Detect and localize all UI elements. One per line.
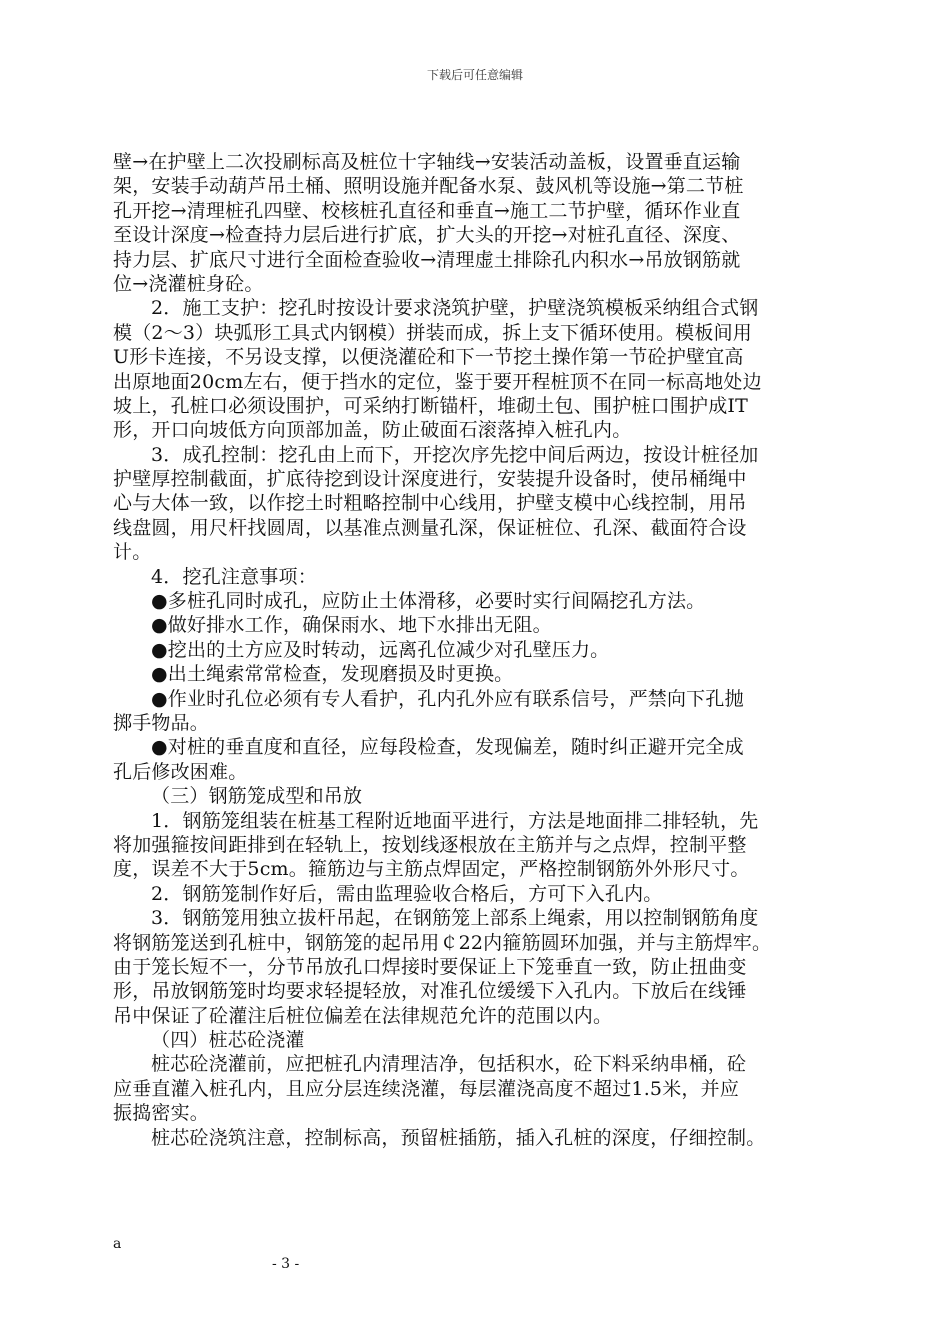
text-line: ●挖出的土方应及时转动，远离孔位减少对孔壁压力。 <box>151 638 610 661</box>
document-body <box>113 150 858 1150</box>
text-line: 由于笼长短不一，分节吊放孔口焊接时要保证上下笼垂直一致，防止扭曲变 <box>113 955 747 978</box>
text-line: 3．成孔控制：挖孔由上而下，开挖次序先挖中间后两边，按设计桩径加 <box>151 443 759 466</box>
text-line: 将钢筋笼送到孔桩中，钢筋笼的起吊用￠22内箍筋圆环加强，并与主筋焊牢。 <box>113 931 772 954</box>
text-line: 应垂直灌入桩孔内，且应分层连续浇灌，每层灌浇高度不超过1.5米，并应 <box>113 1077 740 1100</box>
text-line: ●作业时孔位必须有专人看护，孔内孔外应有联系信号，严禁向下孔抛 <box>151 687 744 710</box>
text-line: 持力层、扩底尺寸进行全面检查验收→清理虚土排除孔内积水→吊放钢筋就 <box>113 248 741 271</box>
footer-mark: a <box>113 1236 122 1252</box>
text-line: 出原地面20cm左右，便于挡水的定位，鉴于要开程桩顶不在同一标高地处边 <box>113 370 762 393</box>
text-line: 至设计深度→检查持力层后进行扩底，扩大头的开挖→对桩孔直径、深度、 <box>113 224 741 247</box>
text-line: ●多桩孔同时成孔，应防止土体滑移，必要时实行间隔挖孔方法。 <box>151 590 706 613</box>
text-line: 形，开口向坡低方向顶部加盖，防止破面石滚落掉入桩孔内。 <box>113 419 632 442</box>
text-line: 桩芯砼浇筑注意，控制标高，预留桩插筋，插入孔桩的深度，仔细控制。 <box>151 1126 766 1149</box>
text-line: 4．挖孔注意事项： <box>151 565 317 588</box>
text-line: 度，误差不大于5cm。箍筋边与主筋点焊固定，严格控制钢筋外外形尺寸。 <box>113 858 750 881</box>
text-line: 坡上，孔桩口必须设围护，可采纳打断锚杆，堆砌土包、围护桩口围护成IT <box>113 394 748 417</box>
text-line: 形，吊放钢筋笼时均要求轻提轻放，对准孔位缓缓下入孔内。下放后在线锤 <box>113 980 747 1003</box>
text-line: 心与大体一致，以作挖土时粗略控制中心线用，护壁支模中心线控制，用吊 <box>113 492 747 515</box>
text-line: 掷手物品。 <box>113 711 210 734</box>
text-line: ●做好排水工作，确保雨水、地下水排出无阻。 <box>151 614 552 637</box>
text-line: 2．钢筋笼制作好后，需由监理验收合格后，方可下入孔内。 <box>151 882 663 905</box>
text-line: 孔开挖→清理桩孔四壁、校核桩孔直径和垂直→施工二节护壁，循环作业直 <box>113 199 741 222</box>
text-line: ●对桩的垂直度和直径，应每段检查，发现偏差，随时纠正避开完全成 <box>151 736 744 759</box>
text-line: 3．钢筋笼用独立拔杆吊起，在钢筋笼上部系上绳索，用以控制钢筋角度 <box>151 907 759 930</box>
text-line: （四）桩芯砼浇灌 <box>151 1029 305 1052</box>
text-line: 计。 <box>113 541 152 564</box>
text-line: （三）钢筋笼成型和吊放 <box>151 785 363 808</box>
text-line: 将加强箍按间距排到在轻轨上，按划线逐根放在主筋并与之点焊，控制平整 <box>113 833 747 856</box>
text-line: 吊中保证了砼灌注后桩位偏差在法律规范允许的范围以内。 <box>113 1004 613 1027</box>
text-line: 模（2～3）块弧形工具式内钢模）拼装而成，拆上支下循环使用。模板间用 <box>113 321 752 344</box>
page-header: 下载后可任意编辑 <box>426 68 523 82</box>
text-line: 位→浇灌桩身砼。 <box>113 272 264 295</box>
text-line: 壁→在护壁上二次投刷标高及桩位十字轴线→安装活动盖板，设置垂直运输 <box>113 151 741 173</box>
text-line: 线盘圆，用尺杆找圆周，以基准点测量孔深，保证桩位、孔深、截面符合设 <box>113 516 747 539</box>
text-line: 桩芯砼浇灌前，应把桩孔内清理洁净，包括积水，砼下料采纳串桶，砼 <box>151 1053 747 1076</box>
text-line: 1．钢筋笼组装在桩基工程附近地面平进行，方法是地面排二排轻轨，先 <box>151 809 759 832</box>
text-line: 振捣密实。 <box>113 1102 210 1125</box>
text-line: ●出土绳索常常检查，发现磨损及时更换。 <box>151 663 514 686</box>
text-line: 架，安装手动葫芦吊土桶、照明设施并配备水泵、鼓风机等设施→第二节桩 <box>113 175 744 198</box>
text-line: 孔后修改困难。 <box>113 760 248 783</box>
text-line: U形卡连接，不另设支撑，以便浇灌砼和下一节挖土操作第一节砼护壁宜高 <box>113 346 744 369</box>
text-line: 护壁厚控制截面，扩底待挖到设计深度进行，安装提升设备时，使吊桶绳中 <box>113 468 747 491</box>
page-number: - 3 - <box>272 1256 300 1272</box>
text-line: 2．施工支护：挖孔时按设计要求浇筑护壁，护壁浇筑模板采纳组合式钢 <box>151 297 759 320</box>
